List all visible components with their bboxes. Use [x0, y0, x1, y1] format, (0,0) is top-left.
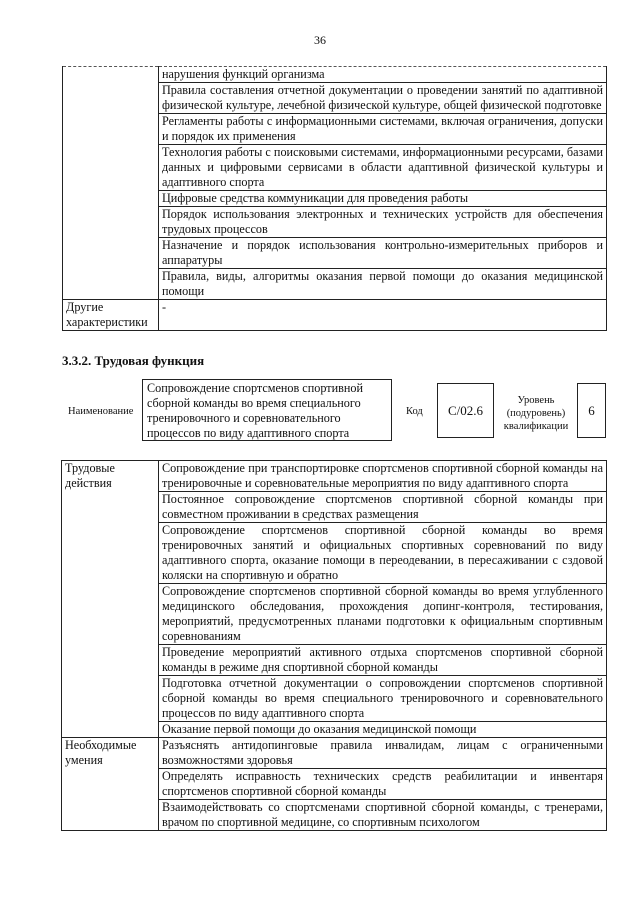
other-characteristics-value: -: [159, 300, 607, 331]
function-name-box: Сопровождение спортсменов спортивной сборной команды во время специального тренировочного и соревновательного процессов по виду адаптивного спорта: [142, 379, 392, 441]
skill-item: Определять исправность технических средств реабилитации и инвентаря спортсменов спортивной сборной команды: [159, 769, 607, 800]
knowledge-item: нарушения функций организма: [159, 67, 607, 83]
knowledge-continuation-table: [62, 66, 607, 331]
page-number: 36: [314, 33, 326, 47]
required-skills-label: Необходимые умения: [62, 738, 159, 831]
qualification-level-box: 6: [577, 383, 606, 438]
table-row: [62, 461, 607, 492]
labor-action-item: Оказание первой помощи до оказания медицинской помощи: [159, 722, 607, 738]
knowledge-item: Правила, виды, алгоритмы оказания первой помощи до оказания медицинской помощи: [159, 269, 607, 300]
code-label: Код: [406, 406, 423, 417]
other-characteristics-label: Другие характеристики: [63, 300, 159, 331]
labor-action-item: Постоянное сопровождение спортсменов спортивной сборной команды при совместном проживании в средствах размещения: [159, 492, 607, 523]
table-row: [63, 67, 607, 83]
name-label: Наименование: [68, 406, 134, 417]
knowledge-item: Правила составления отчетной документации о проведении занятий по адаптивной физической культуре, лечебной физической культуре, общей физической подготовке: [159, 83, 607, 114]
labor-action-item: Подготовка отчетной документации о сопровождении спортсменов спортивной сборной команды во время специального тренировочного и соревновательного процессов по виду адаптивного спорта: [159, 676, 607, 722]
knowledge-item: Цифровые средства коммуникации для проведения работы: [159, 191, 607, 207]
labor-function-table: [61, 460, 607, 831]
knowledge-item: Порядок использования электронных и технических устройств для обеспечения трудовых процессов: [159, 207, 607, 238]
labor-action-item: Сопровождение спортсменов спортивной сборной команды во время тренировочных занятий и официальных спортивных соревнований по виду адаптивного спорта, оказание помощи в переодевании, в пересаживании с сздовой коляски на спортивную и обратно: [159, 523, 607, 584]
knowledge-item: Назначение и порядок использования контрольно-измерительных приборов и аппаратуры: [159, 238, 607, 269]
function-code-box: C/02.6: [437, 383, 494, 438]
labor-actions-label: Трудовые действия: [62, 461, 159, 738]
labor-action-item: Сопровождение при транспортировке спортсменов спортивной сборной команды на тренировочные и соревновательные мероприятия по виду адаптивного спорта: [159, 461, 607, 492]
knowledge-label-cell: [63, 67, 159, 300]
section-heading: 3.3.2. Трудовая функция: [62, 353, 205, 368]
skill-item: Взаимодействовать со спортсменами спортивной сборной команды, с тренерами, врачом по спортивной медицине, со спортивным психологом: [159, 800, 607, 831]
labor-action-item: Сопровождение спортсменов спортивной сборной команды во время углубленного медицинского обследования, прохождения допинг-контроля, тестирования, мероприятий, предусмотренных планами подготовки к официальным спортивным соревнованиям: [159, 584, 607, 645]
knowledge-item: Технология работы с поисковыми системами, информационными ресурсами, базами данных и цифровыми сервисами в области адаптивной физической культуры и адаптивного спорта: [159, 145, 607, 191]
qualification-level-label: Уровень (подуровень) квалификации: [503, 395, 569, 432]
table-row: [63, 300, 607, 331]
table-row: [62, 738, 607, 769]
labor-action-item: Проведение мероприятий активного отдыха спортсменов спортивной сборной команды в режиме дня спортивной сборной команды: [159, 645, 607, 676]
knowledge-item: Регламенты работы с информационными системами, включая ограничения, допуски и порядок их применения: [159, 114, 607, 145]
skill-item: Разъяснять антидопинговые правила инвалидам, лицам с ограниченными возможностями здоровья: [159, 738, 607, 769]
